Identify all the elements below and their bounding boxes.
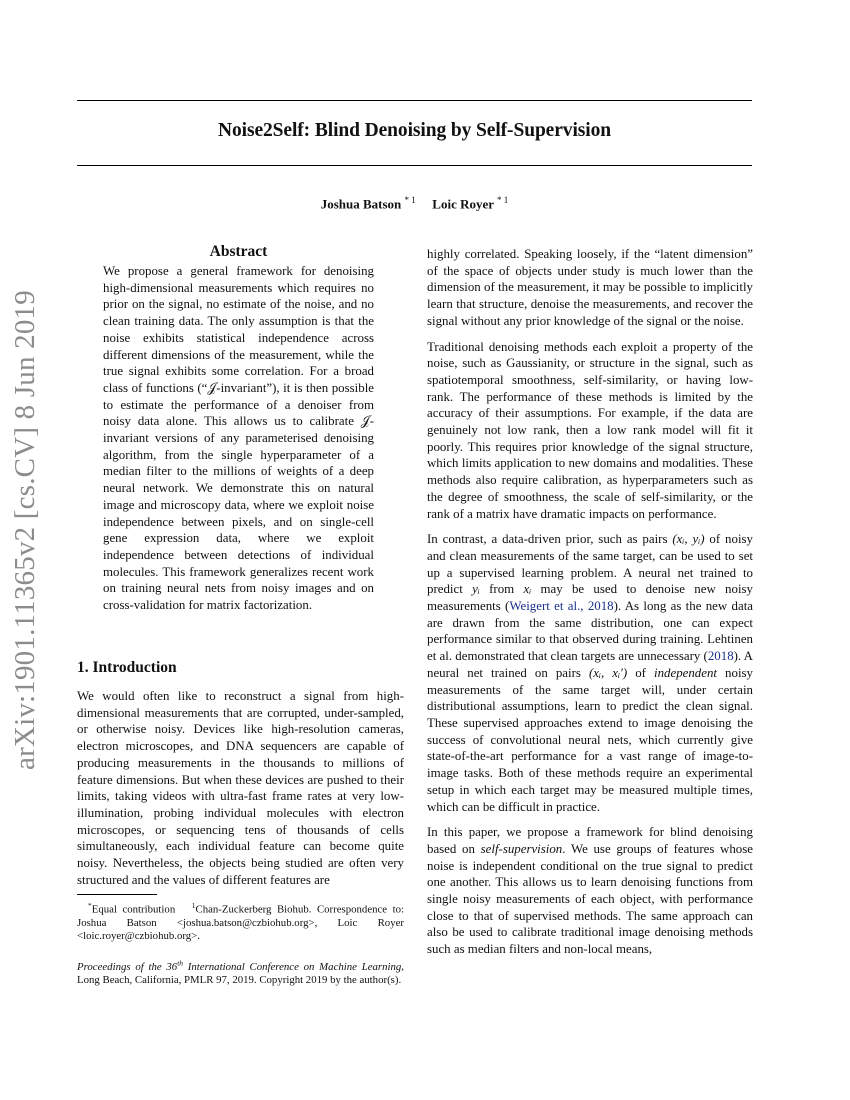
- author-affiliation-mark: * 1: [497, 195, 509, 205]
- text-run: of: [627, 665, 654, 680]
- math-expression: (xᵢ, xᵢ′): [588, 665, 628, 680]
- section-heading-introduction: 1. Introduction: [77, 659, 177, 676]
- intro-paragraph-2: Traditional denoising methods each exploit a property of the noise, such as Gaussianity, or structure in the signal, such as spatiotemporal smoothness, self-similarity, or having low-rank. The performance of these methods is limited by the accuracy of their assumptions. For example, if the data are genuinely not low rank, then a low rank model will fit it poorly. This requires prior knowledge of the signal structure, which limits application to new domains and modalities. These methods also require calibration, as hyperparameters such as the degree of smoothness, the scale of self-similarity, or the rank of a matrix have dramatic impacts on performance.: [427, 339, 753, 521]
- author-affiliation-mark: * 1: [404, 195, 416, 205]
- abstract-text: We propose a general framework for denoising high-dimensional measurements which requires no prior on the signal, no estimate of the noise, and no clean training data. The only assumption is that the noise exhibits statistical independence across different dimensions of the measurement, while the true signal exhibits some correlation. For a broad class of functions (“𝒥-invariant”), it is then possible to estimate the performance of a denoiser from noisy data alone. This allows us to calibrate 𝒥-invariant versions of any parameterised denoising algorithm, from the single hyperparameter of a median filter to the millions of weights of a deep neural network. We demonstrate this on natural image and microscopy data, where we exploit noise independence between pixels, and on single-cell gene expression data, where we exploit independence between detections of individual molecules. This framework generalizes recent work on training neural nets from noisy images and on cross-validation for matrix factorization.: [103, 264, 374, 613]
- footnote-mark: 1: [191, 901, 196, 910]
- text-run: of noisy and clean measurements of the same target, can be used to set up a supervised learning problem. A neural net trained to predict: [427, 532, 753, 597]
- text-run: In contrast, a data-driven prior, such as pairs: [427, 532, 673, 547]
- intro-paragraph-3: [427, 531, 753, 815]
- text-run: In this paper, we propose a framework for blind denoising based on: [427, 825, 753, 856]
- proceedings-venue-text: International Conference on Machine Learning: [183, 960, 402, 973]
- text-run: ). As long as the new data are drawn from the same distribution, one can expect performance similar to that observed during training. Lehtinen et al. demonstrated that clean targets are unnecessary (: [427, 599, 753, 664]
- author-list: [77, 195, 752, 212]
- text-run: noisy measurements of the same target will, under certain distributional assumptions, learn to predict the clean signal. These supervised approaches extend to image denoising the success of convolutional neural nets, which currently give state-of-the-art performance for a vast range of image-to-image tasks. Both of these methods require an experimental setup in which each target may be measured multiple times, which can be difficult in practice.: [427, 665, 753, 814]
- text-run: may be used to denoise new noisy measurements (: [427, 582, 753, 614]
- text-run: ). A neural net trained on pairs: [427, 649, 753, 680]
- introduction-section: [77, 658, 404, 888]
- arxiv-stamp: arXiv:1901.11365v2 [cs.CV] 8 Jun 2019: [9, 290, 41, 770]
- proceedings-copyright: , Long Beach, California, PMLR 97, 2019. Copyright 2019 by the author(s).: [77, 960, 404, 986]
- proceedings-venue: [77, 958, 402, 973]
- math-expression: (xᵢ, yᵢ): [672, 532, 705, 547]
- footnote-equal-contribution: Equal contribution: [91, 903, 176, 916]
- intro-paragraph-1-continued: highly correlated. Speaking loosely, if the “latent dimension” of the space of objects under study is much lower than the dimension of the measurement, it may be possible to implicitly learn that structure, denoise the measurements, and recover the signal without any prior knowledge of the signal or the noise.: [427, 247, 753, 328]
- text-run: . We use groups of features whose noise is independent conditional on the true signal to predict one another. This allows us to learn denoising functions from single noisy measurements of each object, with performance close to that of supervised methods. The same approach can also be used to calibrate traditional image denoising methods such as median filters and non-local means,: [427, 841, 753, 957]
- citation-link-weigert[interactable]: Weigert et al., 2018: [509, 599, 614, 614]
- math-expression: yᵢ: [472, 582, 480, 597]
- ordinal-suffix: th: [177, 958, 184, 967]
- text-run: from: [479, 582, 524, 597]
- proceedings-note: [77, 956, 404, 987]
- author-name: Loic Royer: [432, 196, 494, 212]
- paper-title: Noise2Self: Blind Denoising by Self-Supervision: [218, 120, 611, 141]
- author-name: Joshua Batson: [320, 196, 402, 212]
- abstract-heading: Abstract: [209, 243, 268, 260]
- footnote-affiliations: [77, 899, 404, 943]
- right-column: [427, 246, 753, 958]
- title-rule-top: [77, 100, 752, 101]
- footnote-rule: [77, 894, 157, 895]
- abstract-section: [103, 243, 374, 614]
- footnote-mark: *: [88, 901, 92, 910]
- citation-link-lehtinen[interactable]: 2018: [707, 649, 734, 664]
- intro-paragraph-1: We would often like to reconstruct a signal from high-dimensional measurements that are corrupted, under-sampled, or otherwise noisy. Devices like high-resolution cameras, electron microscopes, and DNA sequencers are capable of producing measurements in the thousands to millions of feature dimensions. But when these devices are pushed to their limits, taking videos with ultra-fast frame rates at very low-illumination, probing individual molecules with electron microscopes, or sequencing tens of thousands of cells simultaneously, each individual feature can become quite noisy. Nevertheless, the objects being studied are often very structured and the values of different features are: [77, 689, 404, 887]
- emphasis: self-supervision: [480, 841, 563, 856]
- emphasis: independent: [654, 665, 717, 680]
- footnote-affiliation: Chan-Zuckerberg Biohub. Correspondence to: Joshua Batson <joshua.batson@czbiohub.org>, Loic Royer <loic.royer@czbiohub.org>.: [77, 903, 404, 942]
- title-rule-bottom: [77, 165, 752, 166]
- math-expression: xᵢ: [523, 582, 532, 597]
- proceedings-venue-text: Proceedings of the 36: [77, 960, 178, 973]
- intro-paragraph-4: [427, 824, 753, 958]
